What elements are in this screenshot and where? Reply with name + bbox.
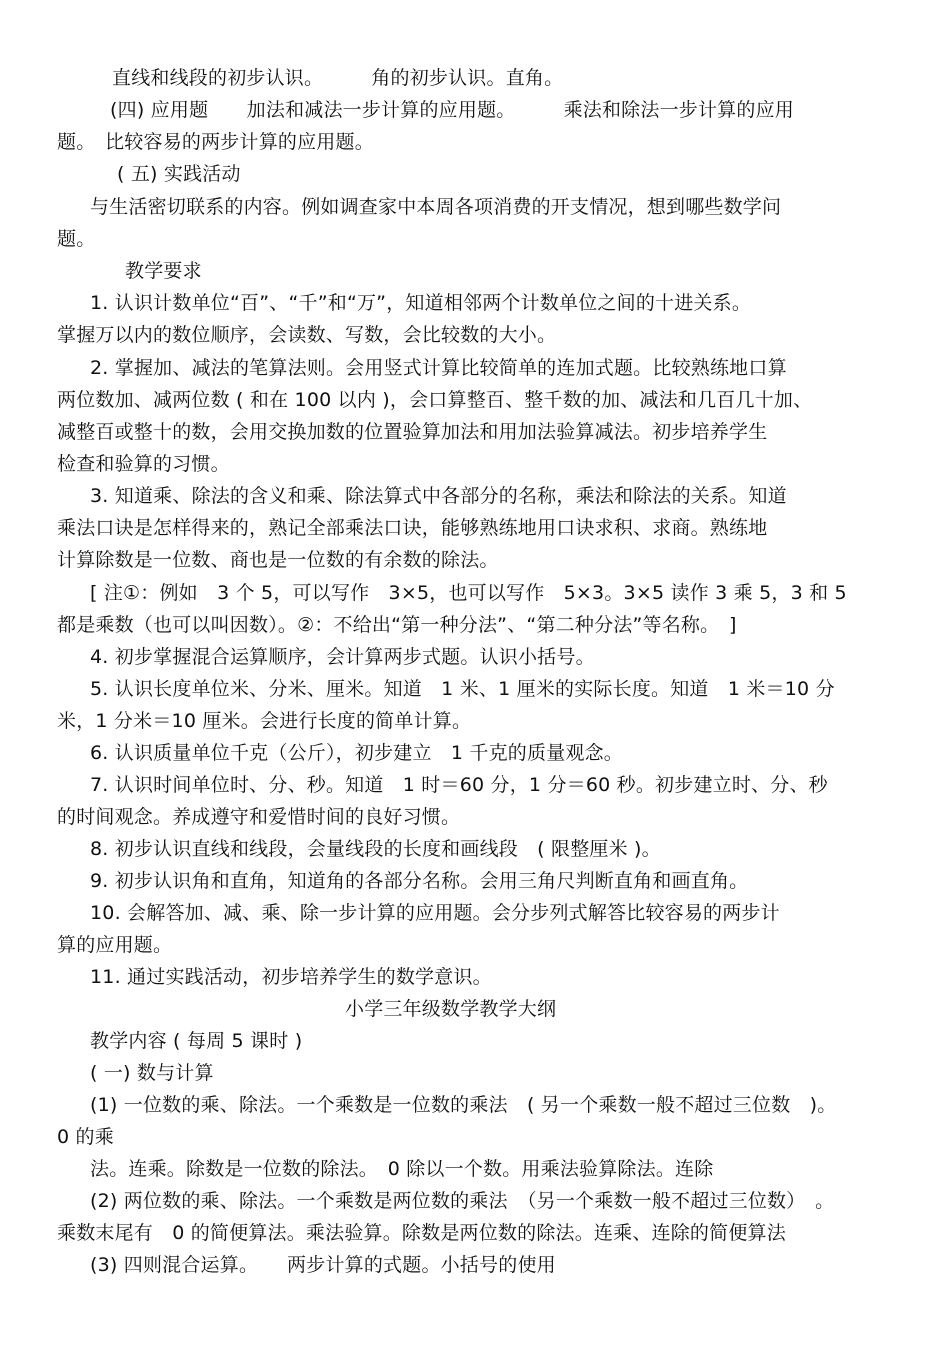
text-line: 2. 掌握加、减法的笔算法则。会用竖式计算比较简单的连加式题。比较熟练地口算 <box>90 357 787 379</box>
text-line: 掌握万以内的数位顺序，会读数、写数，会比较数的大小。 <box>57 324 557 346</box>
text-line: 都是乘数（也可以叫因数）。②：不给出“第一种分法”、“第二种分法”等名称。 ] <box>57 614 737 636</box>
text-line: 5. 认识长度单位米、分米、厘米。知道 1 米、1 厘米的实际长度。知道 1 米＝10 分 <box>90 678 835 700</box>
text-line: 1. 认识计数单位“百”、“千”和“万”，知道相邻两个计数单位之间的十进关系。 <box>90 292 752 314</box>
text-line: 10. 会解答加、减、乘、除一步计算的应用题。会分步列式解答比较容易的两步计 <box>90 902 780 924</box>
text-line: 9. 初步认识角和直角，知道角的各部分名称。会用三角尺判断直角和画直角。 <box>90 870 749 892</box>
text-line: 米，1 分米＝10 厘米。会进行长度的简单计算。 <box>57 710 472 732</box>
text-line: 与生活密切联系的内容。例如调查家中本周各项消费的开支情况，想到哪些数学问 <box>90 196 782 218</box>
section-heading: ( 一) 数与计算 <box>90 1062 214 1084</box>
text-line: 题。 <box>57 228 96 250</box>
text-line: 的时间观念。养成遵守和爱惜时间的良好习惯。 <box>57 806 461 828</box>
text-line: 乘数末尾有 0 的简便算法。乘法验算。除数是两位数的除法。连乘、连除的简便算法 <box>57 1222 786 1244</box>
text-line: 法。连乘。除数是一位数的除法。 0 除以一个数。用乘法验算除法。连除 <box>90 1158 714 1180</box>
text-line: [ 注①：例如 3 个 5，可以写作 3×5，也可以写作 5×3。3×5 读作 3 乘 5，3 和 5 <box>90 582 847 604</box>
text-line: (3) 四则混合运算。 两步计算的式题。小括号的使用 <box>90 1254 556 1276</box>
text-line: 直线和线段的初步认识。 角的初步认识。直角。 <box>112 67 564 89</box>
text-line: 6. 认识质量单位千克（公斤），初步建立 1 千克的质量观念。 <box>90 742 623 764</box>
text-line: 检查和验算的习惯。 <box>57 453 230 475</box>
text-line: (1) 一位数的乘、除法。一个乘数是一位数的乘法 ( 另一个乘数一般不超过三位数 )。 <box>90 1094 837 1116</box>
text-line: 减整百或整十的数，会用交换加数的位置验算加法和用加法验算减法。初步培养学生 <box>57 421 768 443</box>
text-line: 4. 初步掌握混合运算顺序，会计算两步式题。认识小括号。 <box>90 646 595 668</box>
text-line: (2) 两位数的乘、除法。一个乘数是两位数的乘法 （另一个乘数一般不超过三位数） 。 <box>90 1190 835 1212</box>
text-line: (四) 应用题 加法和减法一步计算的应用题。 乘法和除法一步计算的应用 <box>110 99 794 121</box>
text-line: 两位数加、减两位数 ( 和在 100 以内 )，会口算整百、整千数的加、减法和几百几十加、 <box>57 389 813 411</box>
document-title: 小学三年级数学教学大纲 <box>345 998 557 1020</box>
text-line: 7. 认识时间单位时、分、秒。知道 1 时＝60 分，1 分＝60 秒。初步建立时、分、秒 <box>90 774 828 796</box>
section-heading: 教学要求 <box>125 260 202 282</box>
text-line: 计算除数是一位数、商也是一位数的有余数的除法。 <box>57 549 499 571</box>
text-line: 0 的乘 <box>57 1126 114 1148</box>
text-line: 11. 通过实践活动，初步培养学生的数学意识。 <box>90 966 492 988</box>
section-heading: ( 五) 实践活动 <box>117 163 241 185</box>
text-line: 3. 知道乘、除法的含义和乘、除法算式中各部分的名称，乘法和除法的关系。知道 <box>90 485 787 507</box>
text-line: 算的应用题。 <box>57 934 173 956</box>
text-line: 乘法口诀是怎样得来的，熟记全部乘法口诀，能够熟练地用口诀求积、求商。熟练地 <box>57 517 768 539</box>
text-line: 教学内容 ( 每周 5 课时 ) <box>90 1030 303 1052</box>
text-line: 题。 比较容易的两步计算的应用题。 <box>57 131 374 153</box>
text-line: 8. 初步认识直线和线段，会量线段的长度和画线段 ( 限整厘米 )。 <box>90 838 661 860</box>
